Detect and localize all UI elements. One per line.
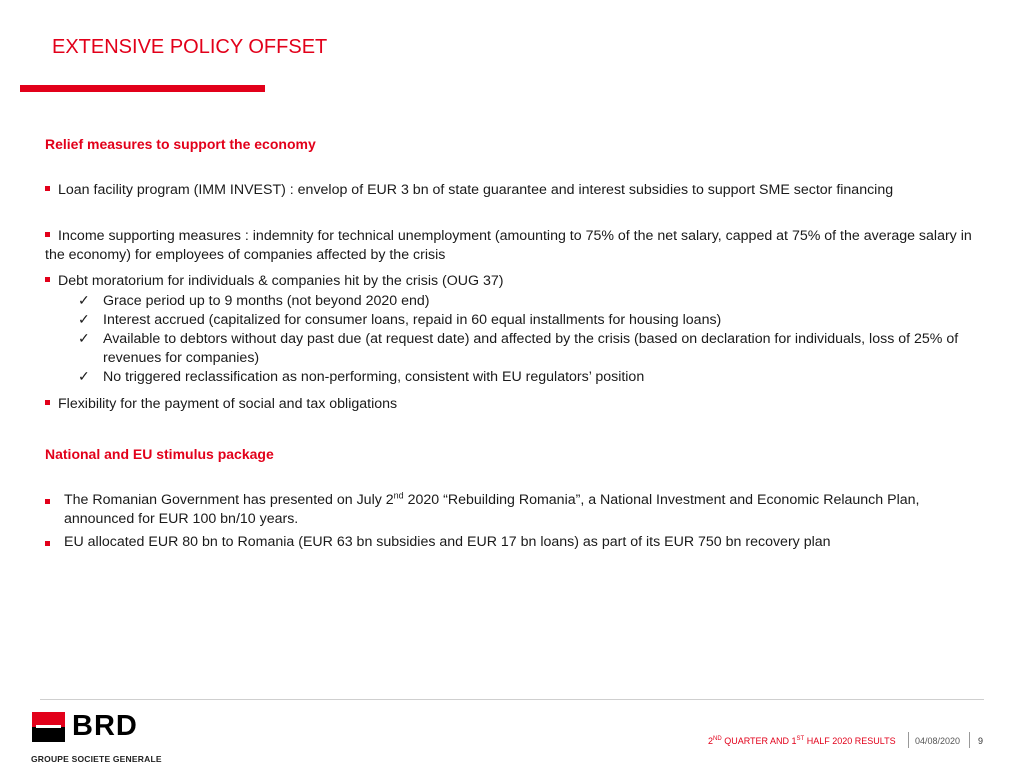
relief-bullet-4 xyxy=(45,395,980,414)
bullet-square-icon xyxy=(45,541,50,546)
relief-bullet-1-text: Loan facility program (IMM INVEST) : envelop of EUR 3 bn of state guarantee and interest subsidies to support SME sector financing xyxy=(58,182,894,198)
moratorium-sub-item xyxy=(78,292,978,311)
section-heading-stimulus: National and EU stimulus package xyxy=(45,446,274,462)
moratorium-sub-item xyxy=(78,311,978,330)
relief-bullet-2-text: Income supporting measures : indemnity for technical unemployment (amounting to 75% of the net salary, capped at 75% of the average salary in the economy) for employees of companies affected by the crisis xyxy=(45,228,972,263)
stimulus-bullet-1-text: The Romanian Government has presented on July 2nd 2020 “Rebuilding Romania”, a National Investment and Economic Relaunch Plan, announced for EUR 100 bn/10 years. xyxy=(64,490,920,527)
checkmark-icon: ✓ xyxy=(78,293,90,309)
relief-bullet-4-text: Flexibility for the payment of social and tax obligations xyxy=(58,396,398,412)
footer-date: 04/08/2020 xyxy=(915,736,961,746)
moratorium-sub-item xyxy=(78,330,978,368)
section-heading-relief: Relief measures to support the economy xyxy=(45,136,316,152)
checkmark-icon: ✓ xyxy=(78,369,90,385)
relief-bullet-2 xyxy=(45,227,980,265)
stimulus-bullet-2 xyxy=(45,533,980,552)
footer-divider xyxy=(40,699,984,700)
footer-separator xyxy=(908,732,909,748)
brd-logo-text: BRD xyxy=(72,710,138,742)
moratorium-sub-item-text: Grace period up to 9 months (not beyond 2020 end) xyxy=(103,293,430,309)
bullet-square-icon xyxy=(45,499,50,504)
checkmark-icon: ✓ xyxy=(78,331,90,347)
relief-bullet-3-text: Debt moratorium for individuals & companies hit by the crisis (OUG 37) xyxy=(58,273,504,289)
relief-bullet-1 xyxy=(45,181,980,200)
title-underline xyxy=(20,85,265,92)
brd-logo-subtitle: GROUPE SOCIETE GENERALE xyxy=(31,754,162,764)
page-number: 9 xyxy=(978,736,984,746)
moratorium-sub-item-text: No triggered reclassification as non-performing, consistent with EU regulators’ position xyxy=(103,369,645,385)
slide-title: EXTENSIVE POLICY OFFSET xyxy=(52,36,328,58)
stimulus-bullet-1 xyxy=(45,491,980,529)
checkmark-icon: ✓ xyxy=(78,312,90,328)
footer-separator xyxy=(969,732,970,748)
stimulus-bullet-2-text: EU allocated EUR 80 bn to Romania (EUR 63 bn subsidies and EUR 17 bn loans) as part of its EUR 750 bn recovery plan xyxy=(64,534,831,550)
brd-logo-mark-icon xyxy=(32,712,65,742)
moratorium-sub-item-text: Available to debtors without day past due (at request date) and affected by the crisis (based on declaration for individuals, loss of 25% of revenues for companies) xyxy=(103,331,959,366)
relief-bullet-3 xyxy=(45,272,980,291)
bullet-square-icon xyxy=(45,400,50,405)
bullet-square-icon xyxy=(45,277,50,282)
moratorium-sub-item xyxy=(78,368,978,387)
bullet-square-icon xyxy=(45,232,50,237)
bullet-square-icon xyxy=(45,186,50,191)
footer-report-title: 2ND QUARTER AND 1ST HALF 2020 RESULTS xyxy=(708,736,896,746)
moratorium-sub-item-text: Interest accrued (capitalized for consumer loans, repaid in 60 equal installments for housing loans) xyxy=(103,312,722,328)
